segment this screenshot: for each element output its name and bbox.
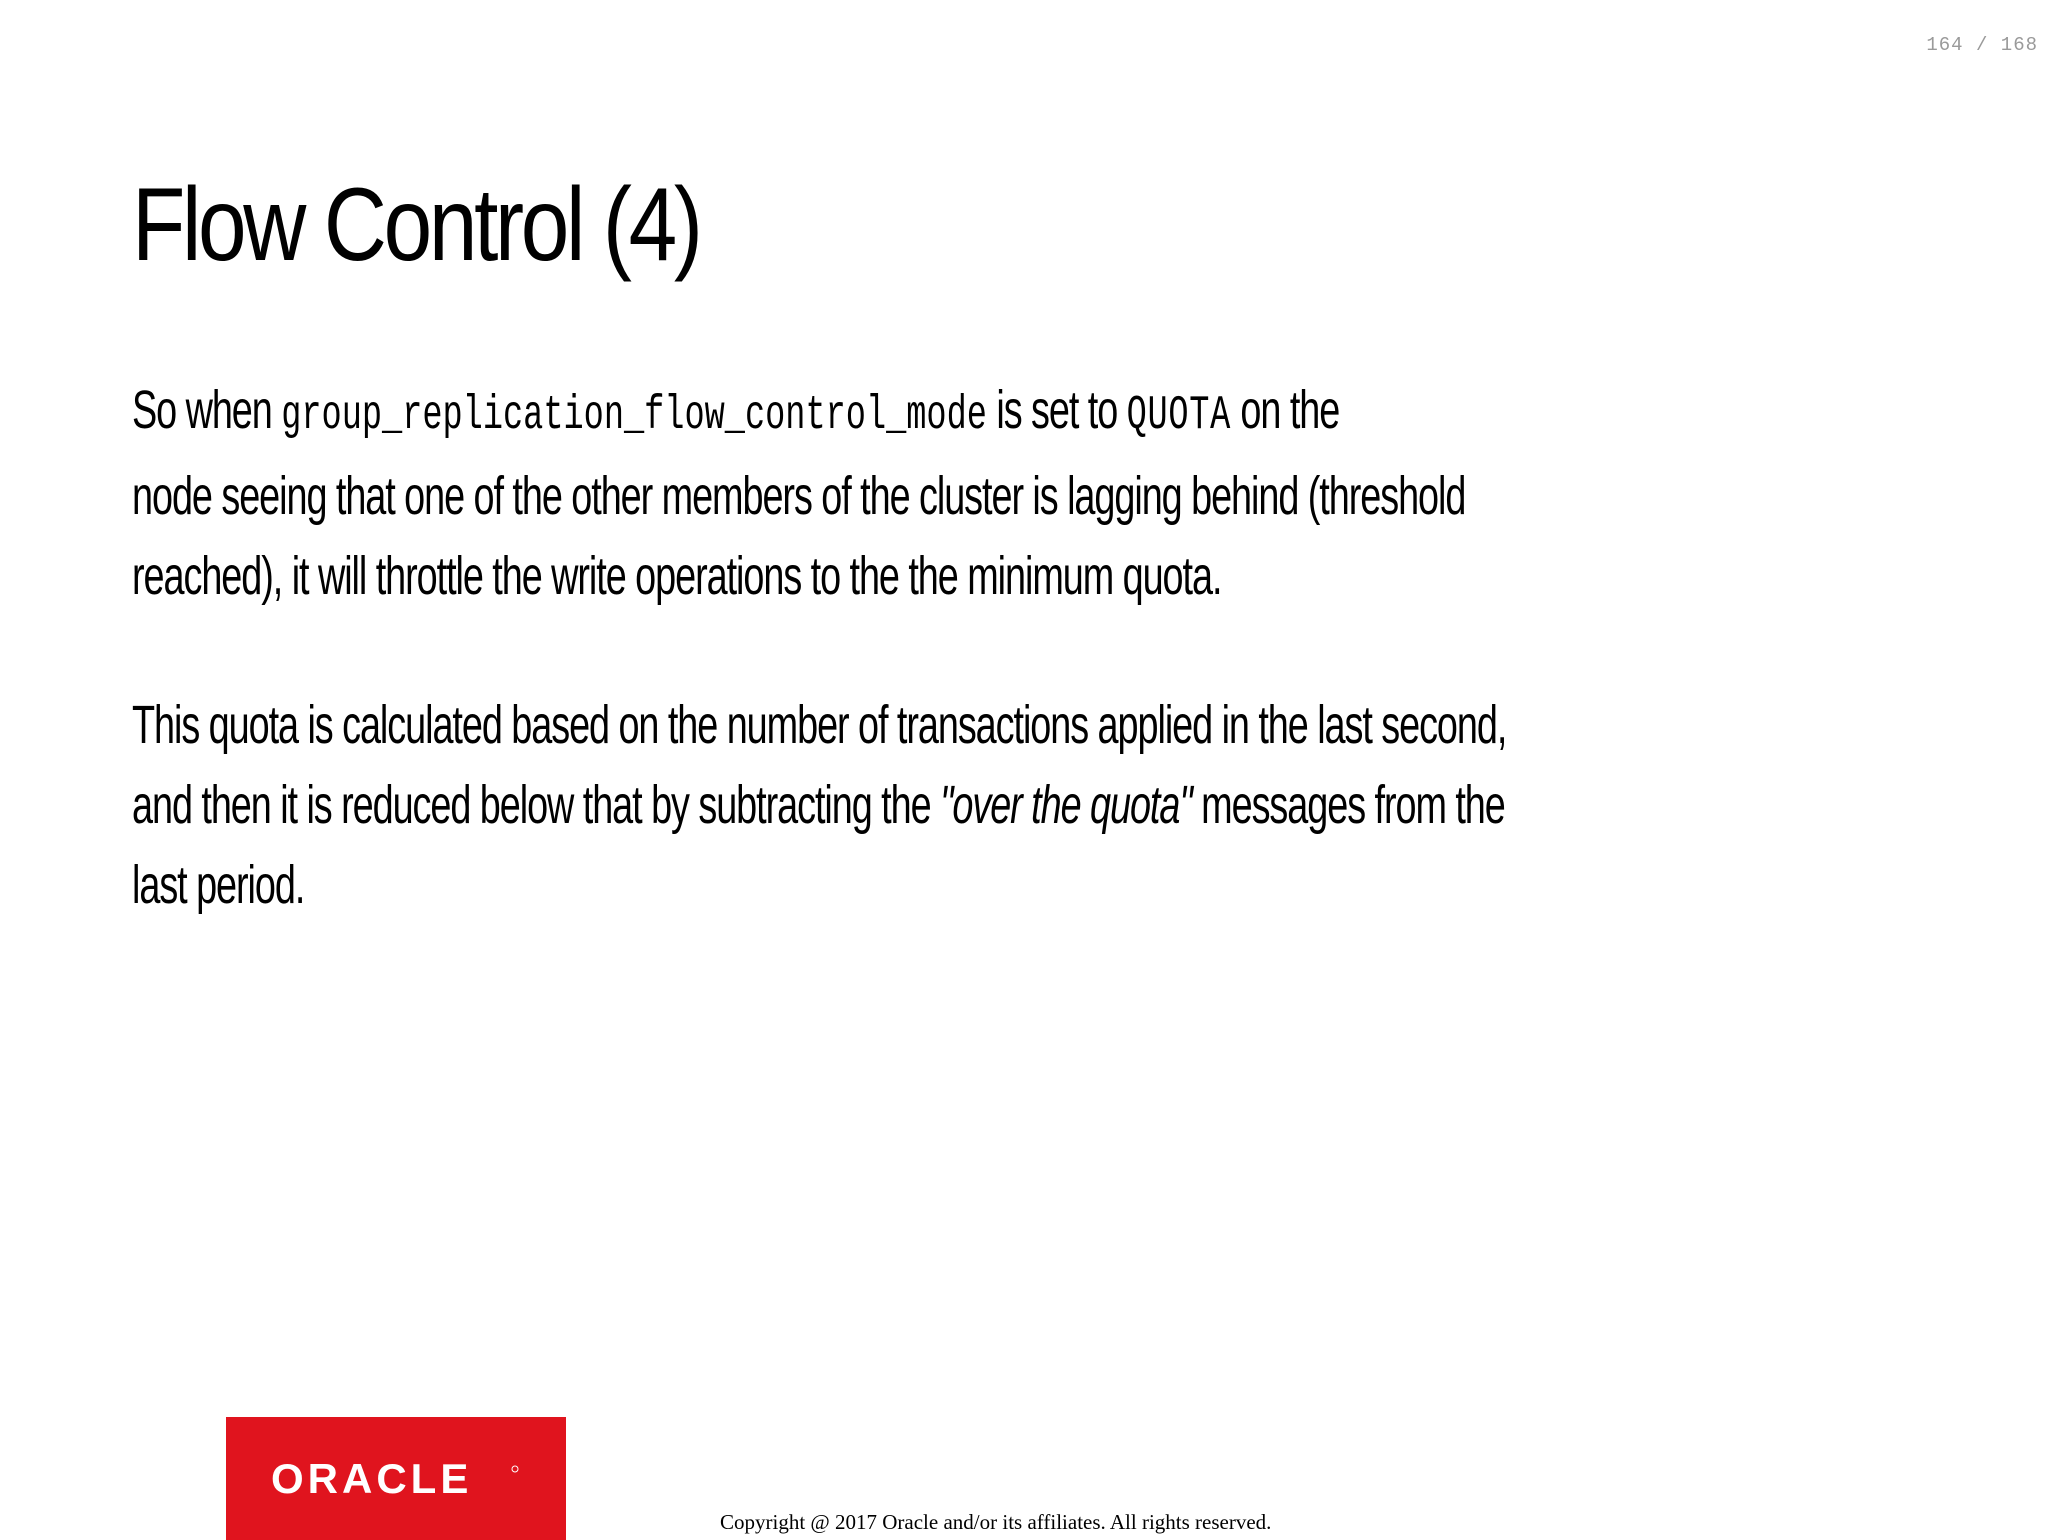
- oracle-wordmark-icon: [271, 1459, 521, 1499]
- oracle-logo: [226, 1417, 566, 1540]
- line-2: and then it is reduced below that by subtracting the "over the quota" messages from the: [132, 775, 1505, 835]
- slide-title: Flow Control (4): [132, 167, 700, 283]
- copyright-notice: Copyright @ 2017 Oracle and/or its affiliates. All rights reserved.: [720, 1510, 1272, 1534]
- code-quota-value: QUOTA: [1126, 389, 1231, 443]
- line-1: So when group_replication_flow_control_mode is set to QUOTA on the: [132, 380, 1340, 443]
- line-1: This quota is calculated based on the number of transactions applied in the last second,: [132, 695, 1507, 755]
- line-3: last period.: [132, 855, 305, 915]
- code-variable-name: group_replication_flow_control_mode: [281, 389, 987, 443]
- slide-body: [132, 370, 1812, 994]
- line-2: node seeing that one of the other members of the cluster is lagging behind (threshold: [132, 466, 1466, 526]
- line-3: reached), it will throttle the write operations to the the minimum quota.: [132, 546, 1222, 606]
- page-counter: 164 / 168: [1926, 34, 2038, 56]
- oracle-wordmark-text: ORACLE: [271, 1458, 473, 1499]
- paragraph-flow-control-mode: [132, 370, 1812, 616]
- emphasis-over-the-quota: "over the quota": [939, 775, 1192, 835]
- paragraph-quota-calculation: [132, 685, 1812, 925]
